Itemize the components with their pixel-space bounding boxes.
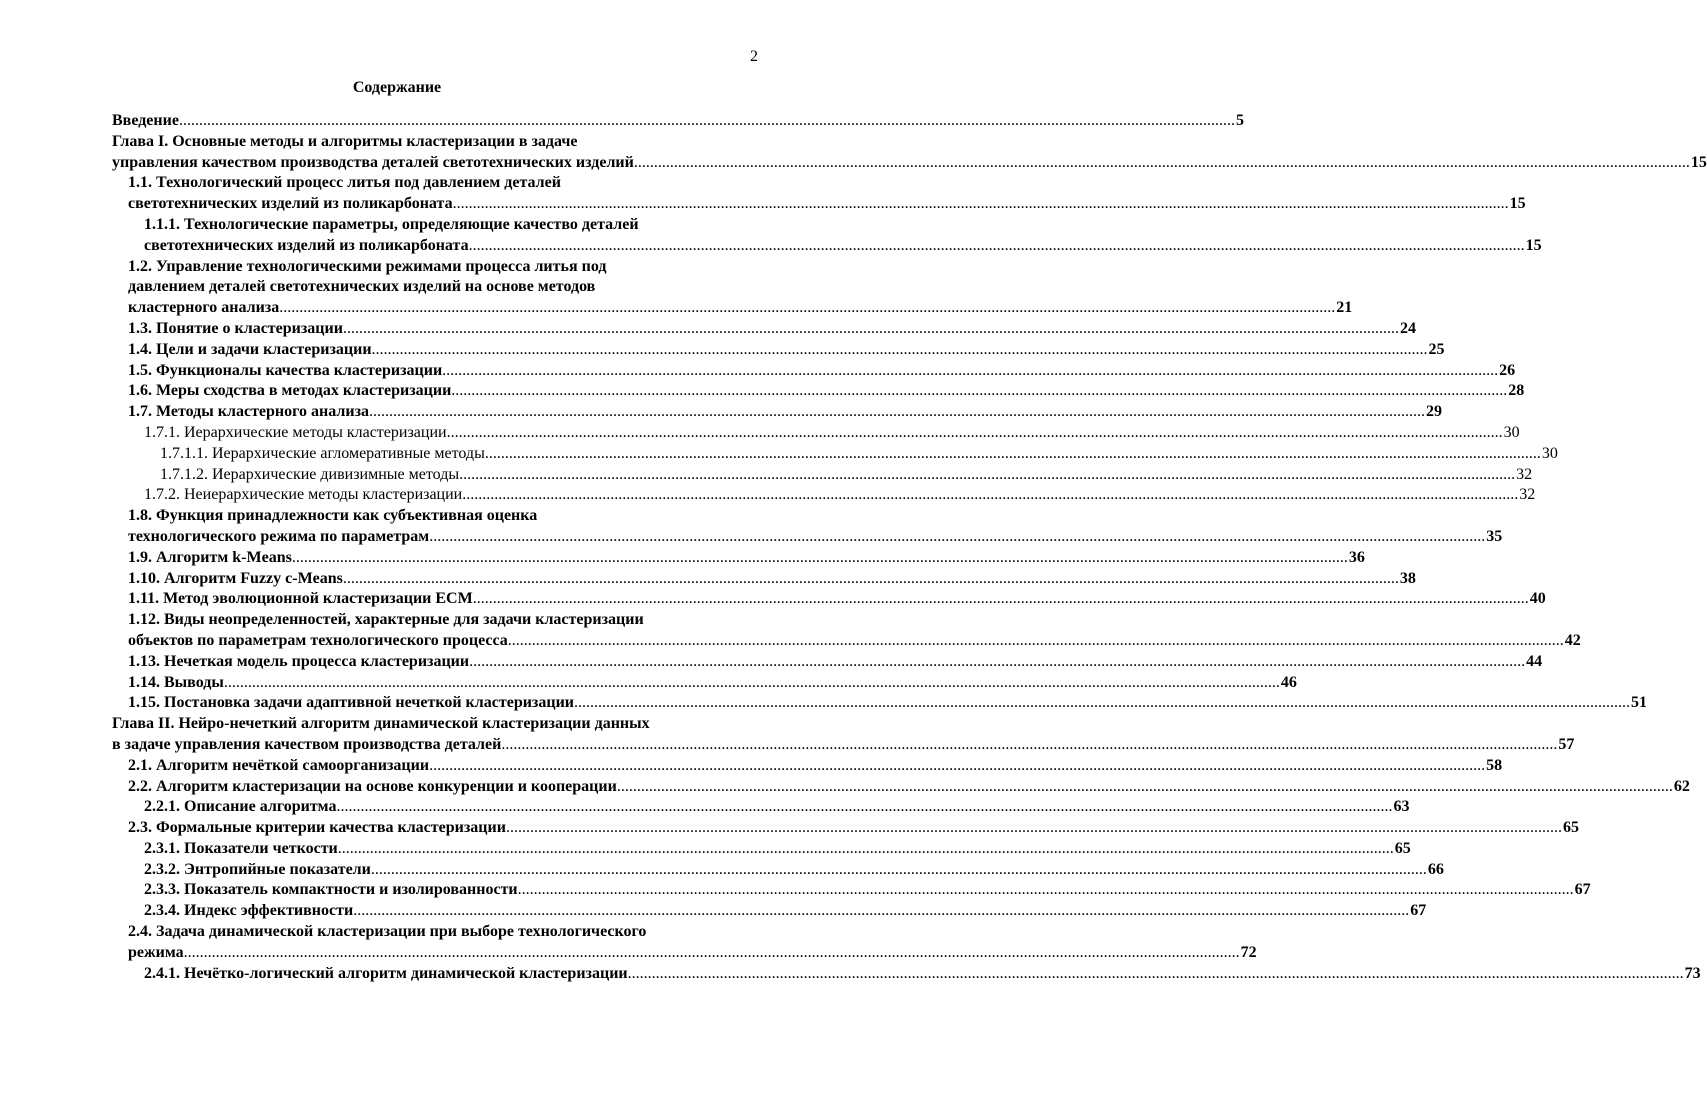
- toc-page-number: 35: [1486, 527, 1503, 545]
- toc-leader-dots: [369, 402, 1425, 423]
- toc-entry: [112, 777, 1690, 798]
- toc-leader-dots: [447, 423, 1503, 444]
- toc-entry: [112, 111, 1244, 132]
- toc-leader-dots: [617, 777, 1673, 798]
- toc-leader-dots: [343, 569, 1399, 590]
- toc-leader-dots: [469, 652, 1525, 673]
- toc-leader-dots: [574, 693, 1630, 714]
- toc-entry-text: 1.13. Нечеткая модель процесса кластеризации: [128, 652, 470, 670]
- toc-page-number: 26: [1499, 361, 1516, 379]
- toc-line: [112, 652, 1543, 673]
- toc-page-number: 51: [1631, 694, 1648, 712]
- toc-page-number: 46: [1280, 673, 1297, 691]
- toc-line: [112, 901, 1427, 922]
- toc-line: [112, 381, 1525, 402]
- toc-entry-text: 1.4. Цели и задачи кластеризации: [128, 340, 372, 358]
- toc-entry-text: 1.7.1. Иерархические методы кластеризации: [144, 423, 447, 441]
- toc-entry: [112, 797, 1410, 818]
- toc-line: [112, 132, 758, 153]
- toc-page-number: 28: [1508, 382, 1525, 400]
- toc-leader-dots: [442, 361, 1498, 382]
- toc-entry: [112, 610, 1581, 652]
- toc-page-number: 38: [1399, 569, 1416, 587]
- toc-leader-dots: [453, 194, 1509, 215]
- toc-line: [112, 298, 1353, 319]
- toc-entry-text: 2.3.4. Индекс эффективности: [144, 902, 354, 920]
- toc-entry: [112, 173, 1526, 215]
- toc-line: [112, 673, 1297, 694]
- toc-page-number: 66: [1427, 860, 1444, 878]
- toc-leader-dots: [485, 444, 1541, 465]
- toc-leader-dots: [429, 527, 1485, 548]
- toc-line: [112, 777, 1690, 798]
- toc-entry-text: режима: [128, 943, 184, 961]
- toc-entry-text: управления качеством производства деталей светотехнических изделий: [112, 153, 634, 171]
- toc-line: [112, 361, 1516, 382]
- toc-line: [112, 589, 1546, 610]
- toc-page-number: 25: [1428, 340, 1445, 358]
- toc-line: [112, 735, 1575, 756]
- toc-entry: [112, 901, 1427, 922]
- table-of-contents: [112, 111, 1707, 984]
- toc-page-number: 15: [1690, 153, 1707, 171]
- toc-line: [112, 402, 1442, 423]
- toc-page-number: 5: [1235, 112, 1244, 129]
- toc-entry: [112, 381, 1525, 402]
- toc-line: [112, 236, 1542, 257]
- toc-entry-text: светотехнических изделий из поликарбоната: [144, 236, 469, 254]
- toc-leader-dots: [506, 818, 1562, 839]
- toc-page-number: 24: [1399, 319, 1416, 337]
- toc-entry-text: 2.3.2. Энтропийные показатели: [144, 860, 371, 878]
- toc-entry: [112, 880, 1591, 901]
- toc-entry-text: светотехнических изделий из поликарбоната: [128, 195, 453, 213]
- toc-entry: [112, 402, 1442, 423]
- toc-entry: [112, 860, 1444, 881]
- toc-entry-text: 1.7.1.1. Иерархические агломеративные методы: [160, 444, 485, 462]
- toc-entry: [112, 756, 1503, 777]
- toc-line: [112, 714, 758, 735]
- toc-entry: [112, 444, 1558, 465]
- toc-entry-text: 1.14. Выводы: [128, 673, 224, 691]
- toc-entry-text: 2.2. Алгоритм кластеризации на основе конкуренции и кооперации: [128, 777, 617, 795]
- toc-line: [112, 173, 758, 194]
- toc-leader-dots: [459, 465, 1515, 486]
- toc-page-number: 30: [1503, 423, 1520, 441]
- toc-line: [112, 756, 1503, 777]
- toc-entry-text: 1.6. Меры сходства в методах кластеризации: [128, 382, 452, 400]
- toc-leader-dots: [508, 631, 1564, 652]
- toc-entry: [112, 361, 1516, 382]
- toc-leader-dots: [353, 901, 1409, 922]
- toc-entry-text: 2.3.1. Показатели четкости: [144, 839, 338, 857]
- toc-page-number: 32: [1516, 465, 1533, 483]
- toc-page-number: 29: [1426, 403, 1442, 421]
- toc-entry-text: 1.10. Алгоритм Fuzzy c-Means: [128, 569, 343, 587]
- toc-entry: [112, 818, 1579, 839]
- toc-line: [112, 153, 1707, 174]
- toc-line: [112, 569, 1416, 590]
- toc-page-number: 30: [1541, 444, 1558, 462]
- toc-leader-dots: [184, 943, 1240, 964]
- toc-entry: [112, 423, 1520, 444]
- toc-entry: [112, 693, 1648, 714]
- toc-entry-text: 1.15. Постановка задачи адаптивной нечеткой кластеризации: [128, 694, 575, 712]
- toc-page-number: 72: [1240, 943, 1257, 961]
- toc-leader-dots: [634, 153, 1690, 174]
- toc-entry-text: 1.11. Метод эволюционной кластеризации ECM: [128, 590, 473, 608]
- toc-entry-text: 2.3. Формальные критерии качества кластеризации: [128, 819, 506, 837]
- toc-page-number: 62: [1673, 777, 1690, 795]
- toc-entry: [112, 589, 1546, 610]
- toc-entry-text: 1.7.2. Неиерархические методы кластеризации: [144, 486, 463, 504]
- toc-line: [112, 194, 1526, 215]
- toc-title: Содержание: [352, 79, 442, 96]
- toc-page-number: 36: [1348, 548, 1365, 566]
- toc-leader-dots: [473, 589, 1529, 610]
- toc-entry-text: в задаче управления качеством производства деталей: [112, 735, 502, 753]
- toc-line: [112, 444, 1558, 465]
- toc-entry: [112, 465, 1533, 486]
- toc-line: [112, 922, 758, 943]
- toc-line: [112, 818, 1579, 839]
- toc-entry-text: Глава II. Нейро-нечеткий алгоритм динамической кластеризации данных: [112, 715, 650, 733]
- toc-line: [112, 277, 758, 298]
- toc-entry-text: 1.12. Виды неопределенностей, характерные для задачи кластеризации: [128, 611, 644, 629]
- toc-entry-text: 1.7.1.2. Иерархические дивизимные методы: [160, 465, 460, 483]
- toc-entry-text: 1.3. Понятие о кластеризации: [128, 319, 343, 337]
- toc-leader-dots: [469, 236, 1525, 257]
- toc-page-number: 42: [1564, 631, 1581, 649]
- toc-entry-text: 1.1.1. Технологические параметры, определяющие качество деталей: [144, 215, 639, 233]
- toc-line: [112, 257, 758, 278]
- toc-entry: [112, 548, 1365, 569]
- toc-line: [112, 880, 1591, 901]
- toc-page-number: 44: [1526, 652, 1543, 670]
- toc-entry-text: 1.9. Алгоритм k-Means: [128, 548, 292, 566]
- toc-leader-dots: [518, 880, 1574, 901]
- toc-entry-text: 2.1. Алгоритм нечёткой самоорганизации: [128, 756, 430, 774]
- toc-entry-text: технологического режима по параметрам: [128, 527, 430, 545]
- toc-leader-dots: [292, 548, 1348, 569]
- toc-entry: [112, 319, 1416, 340]
- toc-line: [112, 465, 1533, 486]
- toc-entry-text: 2.2.1. Описание алгоритма: [144, 798, 337, 816]
- toc-line: [112, 631, 1581, 652]
- toc-line: [112, 964, 1701, 985]
- toc-entry: [112, 652, 1543, 673]
- toc-entry: [112, 714, 1575, 756]
- toc-entry-text: 2.4. Задача динамической кластеризации при выборе технологического: [128, 923, 647, 941]
- toc-entry-text: 1.8. Функция принадлежности как субъективная оценка: [128, 507, 538, 525]
- toc-page-number: 67: [1574, 881, 1591, 899]
- toc-leader-dots: [628, 964, 1684, 985]
- toc-leader-dots: [224, 673, 1280, 694]
- toc-line: [112, 797, 1410, 818]
- toc-entry: [112, 922, 1257, 964]
- toc-page-number: 32: [1519, 486, 1536, 504]
- toc-entry-text: кластерного анализа: [128, 299, 280, 317]
- toc-page-number: 57: [1558, 735, 1575, 753]
- toc-page-number: 21: [1336, 299, 1353, 317]
- toc-line: [112, 485, 1536, 506]
- toc-leader-dots: [338, 839, 1394, 860]
- toc-entry-text: 1.7. Методы кластерного анализа: [128, 403, 369, 421]
- toc-line: [112, 860, 1444, 881]
- toc-page-number: 58: [1486, 756, 1503, 774]
- toc-line: [112, 111, 1244, 132]
- toc-page-number: 65: [1562, 819, 1579, 837]
- toc-page-number: 15: [1525, 236, 1542, 254]
- page-number: 2: [750, 48, 758, 65]
- toc-entry-text: Введение: [112, 112, 179, 129]
- toc-line: [112, 423, 1520, 444]
- toc-entry: [112, 673, 1297, 694]
- toc-entry: [112, 340, 1445, 361]
- toc-line: [112, 527, 1503, 548]
- toc-line: [112, 693, 1648, 714]
- toc-entry: [112, 569, 1416, 590]
- toc-entry-text: 2.4.1. Нечётко-логический алгоритм динамической кластеризации: [144, 964, 628, 982]
- toc-entry-text: Глава I. Основные методы и алгоритмы кластеризации в задаче: [112, 132, 578, 150]
- toc-entry-text: 1.2. Управление технологическими режимами процесса литья под: [128, 257, 607, 275]
- toc-leader-dots: [372, 340, 1428, 361]
- toc-leader-dots: [279, 298, 1335, 319]
- toc-entry: [112, 215, 1542, 257]
- toc-page-number: 63: [1393, 798, 1410, 816]
- toc-line: [112, 340, 1445, 361]
- toc-entry: [112, 839, 1411, 860]
- toc-entry: [112, 257, 1353, 319]
- toc-entry-text: 2.3.3. Показатель компактности и изолированности: [144, 881, 518, 899]
- toc-line: [112, 506, 758, 527]
- toc-leader-dots: [462, 485, 1518, 506]
- toc-entry-text: объектов по параметрам технологического процесса: [128, 631, 508, 649]
- toc-page-number: 15: [1509, 195, 1526, 213]
- toc-line: [112, 548, 1365, 569]
- toc-leader-dots: [429, 756, 1485, 777]
- toc-entry: [112, 506, 1503, 548]
- toc-entry: [112, 964, 1701, 985]
- toc-leader-dots: [501, 735, 1557, 756]
- toc-page-number: 65: [1394, 839, 1411, 857]
- toc-line: [112, 839, 1411, 860]
- toc-entry: [112, 132, 1707, 174]
- toc-leader-dots: [179, 111, 1235, 132]
- toc-leader-dots: [343, 319, 1399, 340]
- toc-line: [112, 215, 758, 236]
- toc-leader-dots: [451, 381, 1507, 402]
- toc-leader-dots: [371, 860, 1427, 881]
- toc-page-number: 67: [1410, 902, 1427, 920]
- toc-entry-text: давлением деталей светотехнических изделий на основе методов: [128, 278, 596, 296]
- toc-entry-text: 1.1. Технологический процесс литья под давлением деталей: [128, 174, 561, 192]
- toc-entry: [112, 485, 1536, 506]
- toc-line: [112, 943, 1257, 964]
- toc-leader-dots: [336, 797, 1392, 818]
- toc-line: [112, 610, 758, 631]
- toc-page-number: 73: [1684, 964, 1701, 982]
- toc-page-number: 40: [1529, 590, 1546, 608]
- toc-entry-text: 1.5. Функционалы качества кластеризации: [128, 361, 443, 379]
- toc-line: [112, 319, 1416, 340]
